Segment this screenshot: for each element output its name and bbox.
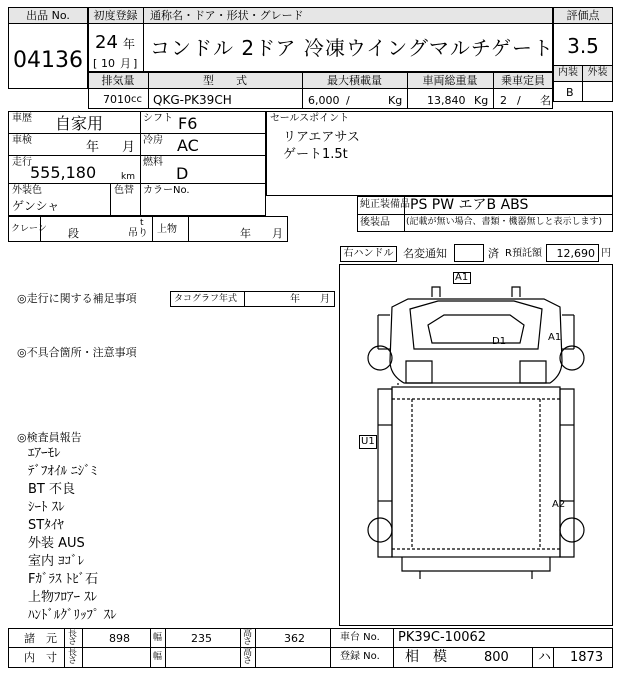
exterior-label: 外装 — [587, 67, 608, 78]
color-change-label: 色替 — [114, 185, 134, 196]
history-label: 車歴 — [12, 113, 32, 124]
mileage-label: 走行 — [12, 157, 32, 168]
gross-weight-label: 車両総重量 — [422, 74, 478, 87]
length-value: 898 — [109, 632, 130, 645]
plate-class: 800 — [484, 650, 509, 665]
handle-side: 右ハンドル — [343, 248, 394, 259]
sales-point-label: セールスポイント — [270, 113, 350, 124]
report-item: ｴｱｰﾓﾚ — [28, 446, 61, 461]
damage-mark: A1 — [455, 272, 469, 283]
shift-label: シフト — [143, 113, 173, 124]
plate-number: 1873 — [570, 650, 604, 665]
capacity: 2 — [500, 94, 507, 107]
specs-label: 諸 元 — [24, 632, 57, 645]
equipment-value: PS PW エアB ABS — [410, 197, 529, 213]
tacho-label: タコグラフ年式 — [174, 294, 238, 304]
report-item: ﾃﾞﾌｵｲﾙ ﾆｼﾞﾐ — [28, 464, 98, 479]
history-value: 自家用 — [55, 114, 104, 133]
capacity-label: 乗車定員 — [501, 74, 545, 87]
damage-mark: A1 — [548, 332, 562, 343]
fuel-value: D — [176, 164, 189, 183]
sales-point-line-2: ゲート1.5t — [283, 147, 348, 162]
max-load: 6,000 — [308, 94, 340, 107]
model-header: 通称名・ドア・形状・グレード — [150, 9, 304, 22]
displacement-value: 7010 — [103, 93, 131, 106]
lot-number: 04136 — [13, 48, 83, 73]
chassis-label: 車台 No. — [340, 632, 380, 643]
damage-mark: D1 — [492, 336, 507, 347]
color-value: ゲンシャ — [12, 199, 60, 213]
equipment-label: 純正装備品 — [360, 199, 410, 210]
color-label: 外装色 — [12, 185, 42, 196]
ac-value: AC — [177, 136, 199, 155]
gross-weight: 13,840 — [427, 94, 466, 107]
lot-label: 出品 No. — [26, 9, 70, 22]
aftermarket-label: 後装品 — [360, 217, 390, 228]
fuel-label: 燃料 — [143, 157, 163, 168]
inspector-report-label: ◎検査員報告 — [17, 431, 82, 444]
mileage-value: 555,180 — [30, 163, 97, 182]
truck-outline — [340, 265, 612, 625]
report-item: 外装 AUS — [28, 536, 85, 551]
color-no-label: カラーNo. — [143, 185, 190, 196]
aftermarket-note: (記載が無い場合、書類・機器無しと表示します) — [406, 217, 603, 227]
damage-mark: A2 — [552, 499, 566, 510]
report-item: 上物ﾌﾛｱｰ ｽﾚ — [28, 590, 98, 605]
model-code-label: 型 式 — [203, 74, 247, 87]
recycle-label: R預託額 — [505, 248, 542, 259]
name-change-done: 済 — [488, 247, 499, 260]
shift-value: F6 — [178, 114, 198, 133]
interior-label: 内装 — [558, 67, 578, 78]
inspection-label: 車検 — [12, 135, 32, 146]
report-item: STﾀｲﾔ — [28, 518, 64, 533]
driving-notes-label: ◎走行に関する補足事項 — [17, 292, 137, 305]
plate-region: 相 模 — [405, 649, 447, 665]
name-change-label: 名変通知 — [403, 247, 447, 260]
max-load-label: 最大積載量 — [327, 74, 382, 87]
displacement-label: 排気量 — [101, 74, 135, 87]
sales-point-line-1: リアエアサス — [283, 130, 360, 145]
crane-label: クレーン — [11, 224, 47, 234]
damage-mark: U1 — [361, 436, 375, 447]
model-code: QKG-PK39CH — [153, 93, 232, 107]
model-name: コンドル 2ドア 冷凍ウイングマルチゲート — [150, 36, 555, 60]
name-change-checkbox — [454, 244, 484, 262]
chassis-number: PK39C-10062 — [398, 630, 487, 645]
recycle-amount: 12,690 — [556, 247, 595, 260]
inner-size-label: 内 寸 — [24, 651, 57, 664]
height-value: 362 — [284, 632, 305, 645]
report-item: 室内 ﾖｺﾞﾚ — [28, 554, 85, 569]
reg-year: 24 — [95, 32, 118, 53]
report-item: BT 不良 — [28, 482, 75, 497]
plate-label: 登録 No. — [340, 651, 380, 662]
reg-month: 10 — [101, 57, 115, 70]
plate-kana: ハ — [538, 650, 552, 665]
top-body-label: 上物 — [157, 224, 177, 235]
score-value: 3.5 — [567, 34, 599, 58]
width-value: 235 — [191, 632, 212, 645]
vehicle-diagram — [339, 264, 613, 626]
report-item: ｼｰﾄ ｽﾚ — [28, 500, 65, 515]
report-item: ﾊﾝﾄﾞﾙｸﾞﾘｯﾌﾟ ｽﾚ — [28, 608, 117, 623]
defects-label: ◎不具合箇所・注意事項 — [17, 346, 137, 359]
score-label: 評価点 — [566, 9, 600, 22]
report-item: Fｶﾞﾗｽ ﾄﾋﾞ石 — [28, 572, 99, 587]
ac-label: 冷房 — [143, 135, 163, 146]
first-reg-label: 初度登録 — [93, 9, 138, 22]
interior-grade: B — [566, 86, 574, 99]
